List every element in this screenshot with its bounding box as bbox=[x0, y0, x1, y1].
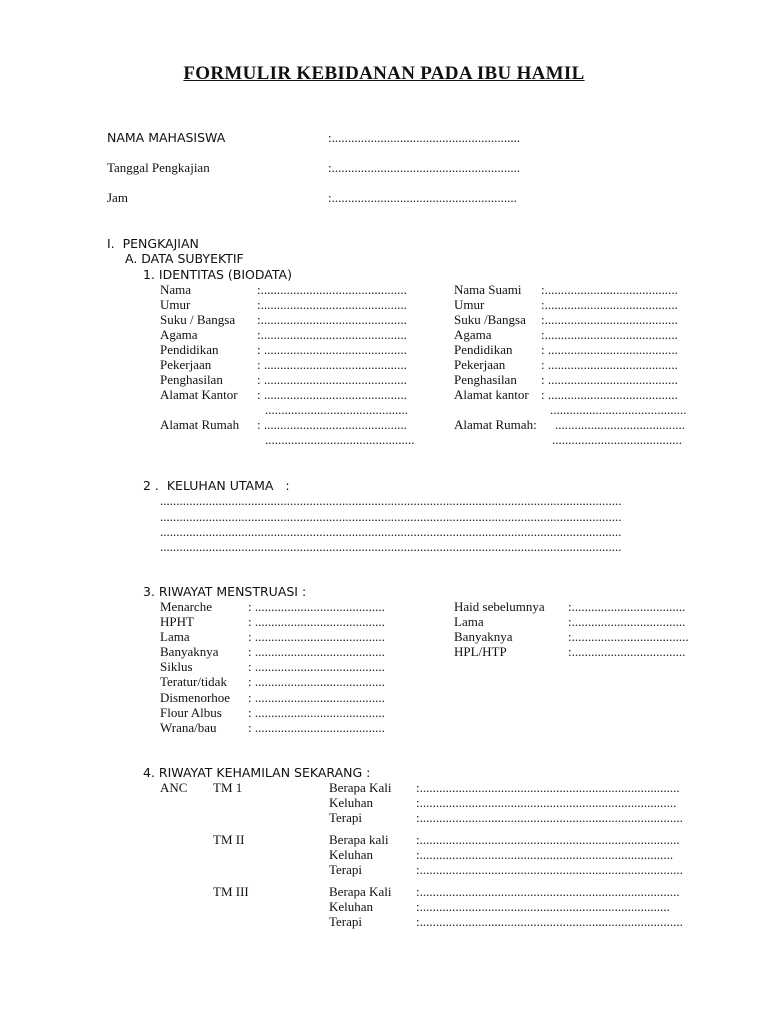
tm2-field-keluhan[interactable]: :.............................................................................. bbox=[416, 847, 674, 862]
suami-field-umur[interactable]: :......................................... bbox=[541, 297, 678, 312]
menstruasi-field-teratur[interactable]: : ........................................ bbox=[248, 674, 385, 689]
menstruasi-label-lama-sebelumnya: Lama bbox=[454, 614, 484, 629]
suami-label-agama: Agama bbox=[454, 327, 492, 342]
menstruasi-label-lama: Lama bbox=[160, 629, 190, 644]
suami-field-alamat-kantor[interactable]: : ........................................ bbox=[541, 387, 678, 402]
identitas-field-alamat-kantor-2[interactable]: ............................................ bbox=[265, 402, 408, 417]
section-data-subyektif: A. DATA SUBYEKTIF bbox=[125, 251, 244, 266]
heading-riwayat-kehamilan: 4. RIWAYAT KEHAMILAN SEKARANG : bbox=[143, 765, 371, 780]
menstruasi-field-lama[interactable]: : ........................................ bbox=[248, 629, 385, 644]
form-title: FORMULIR KEBIDANAN PADA IBU HAMIL bbox=[183, 63, 585, 84]
suami-field-alamat-kantor-2[interactable]: .......................................... bbox=[550, 402, 687, 417]
identitas-label-penghasilan: Penghasilan bbox=[160, 372, 223, 387]
identitas-label-pekerjaan: Pekerjaan bbox=[160, 357, 212, 372]
identitas-label-nama: Nama bbox=[160, 282, 192, 297]
identitas-field-agama[interactable]: :............................................. bbox=[257, 327, 407, 342]
suami-label-alamat-kantor: Alamat kantor bbox=[454, 387, 529, 402]
identitas-label-umur: Umur bbox=[160, 297, 191, 312]
header-label-jam: Jam bbox=[107, 190, 128, 205]
tm2-label-keluhan: Keluhan bbox=[329, 847, 374, 862]
identitas-field-penghasilan[interactable]: : ............................................ bbox=[257, 372, 407, 387]
tm3-field-keluhan[interactable]: :............................................................................. bbox=[416, 899, 670, 914]
suami-label-nama: Nama Suami bbox=[454, 282, 522, 297]
menstruasi-field-menarche[interactable]: : ........................................ bbox=[248, 599, 385, 614]
menstruasi-label-hpht: HPHT bbox=[160, 614, 194, 629]
menstruasi-field-flour-albus[interactable]: : ........................................ bbox=[248, 705, 385, 720]
identitas-label-alamat-kantor: Alamat Kantor bbox=[160, 387, 238, 402]
suami-field-alamat-rumah-2[interactable]: ........................................ bbox=[552, 432, 682, 447]
identitas-field-alamat-rumah-2[interactable]: .............................................. bbox=[265, 432, 415, 447]
tm2-label: TM II bbox=[213, 832, 245, 847]
suami-label-suku-bangsa: Suku /Bangsa bbox=[454, 312, 526, 327]
tm1-field-berapa-kali[interactable]: :................................................................................ bbox=[416, 780, 680, 795]
menstruasi-label-hpl-htp: HPL/HTP bbox=[454, 644, 507, 659]
keluhan-line-4[interactable]: .............................................................................................................................................. bbox=[160, 539, 622, 554]
menstruasi-field-lama-sebelumnya[interactable]: :................................... bbox=[568, 614, 686, 629]
identitas-field-nama[interactable]: :............................................. bbox=[257, 282, 407, 297]
section-pengkajian: I. PENGKAJIAN bbox=[107, 236, 199, 251]
identitas-field-pendidikan[interactable]: : ............................................ bbox=[257, 342, 407, 357]
suami-field-nama[interactable]: :......................................... bbox=[541, 282, 678, 297]
menstruasi-label-wrana: Wrana/bau bbox=[160, 720, 217, 735]
menstruasi-label-haid-sebelumnya: Haid sebelumnya bbox=[454, 599, 545, 614]
tm3-label: TM III bbox=[213, 884, 249, 899]
menstruasi-field-siklus[interactable]: : ........................................ bbox=[248, 659, 385, 674]
menstruasi-label-banyaknya: Banyaknya bbox=[160, 644, 219, 659]
identitas-label-pendidikan: Pendidikan bbox=[160, 342, 219, 357]
header-field-jam[interactable]: :......................................................... bbox=[328, 190, 517, 205]
tm3-label-berapa-kali: Berapa Kali bbox=[329, 884, 392, 899]
menstruasi-field-hpl-htp[interactable]: :................................... bbox=[568, 644, 686, 659]
tm1-label-berapa-kali: Berapa Kali bbox=[329, 780, 392, 795]
heading-riwayat-menstruasi: 3. RIWAYAT MENSTRUASI : bbox=[143, 584, 307, 599]
menstruasi-label-siklus: Siklus bbox=[160, 659, 193, 674]
identitas-field-alamat-kantor[interactable]: : ............................................ bbox=[257, 387, 407, 402]
menstruasi-field-banyaknya-sebelumnya[interactable]: :.................................... bbox=[568, 629, 689, 644]
header-field-nama-mahasiswa[interactable]: :.......................................................... bbox=[328, 130, 521, 145]
tm1-label-terapi: Terapi bbox=[329, 810, 363, 825]
suami-field-pendidikan[interactable]: : ........................................ bbox=[541, 342, 678, 357]
identitas-field-pekerjaan[interactable]: : ............................................ bbox=[257, 357, 407, 372]
menstruasi-label-menarche: Menarche bbox=[160, 599, 212, 614]
suami-field-agama[interactable]: :......................................... bbox=[541, 327, 678, 342]
header-label-tanggal: Tanggal Pengkajian bbox=[107, 160, 210, 175]
menstruasi-field-dismenorhoe[interactable]: : ........................................ bbox=[248, 690, 385, 705]
header-field-tanggal[interactable]: :.......................................................... bbox=[328, 160, 521, 175]
suami-label-pendidikan: Pendidikan bbox=[454, 342, 513, 357]
tm3-label-keluhan: Keluhan bbox=[329, 899, 374, 914]
tm3-label-terapi: Terapi bbox=[329, 914, 363, 929]
menstruasi-label-dismenorhoe: Dismenorhoe bbox=[160, 690, 231, 705]
tm2-field-terapi[interactable]: :................................................................................. bbox=[416, 862, 683, 877]
keluhan-line-3[interactable]: .............................................................................................................................................. bbox=[160, 524, 622, 539]
menstruasi-label-teratur: Teratur/tidak bbox=[160, 674, 227, 689]
suami-field-suku-bangsa[interactable]: :......................................... bbox=[541, 312, 678, 327]
menstruasi-field-wrana[interactable]: : ........................................ bbox=[248, 720, 385, 735]
suami-label-alamat-rumah: Alamat Rumah: bbox=[454, 417, 537, 432]
identitas-label-suku-bangsa: Suku / Bangsa bbox=[160, 312, 236, 327]
header-label-nama-mahasiswa: NAMA MAHASISWA bbox=[107, 130, 226, 145]
tm1-label-keluhan: Keluhan bbox=[329, 795, 374, 810]
tm3-field-berapa-kali[interactable]: :................................................................................ bbox=[416, 884, 680, 899]
identitas-field-umur[interactable]: :............................................. bbox=[257, 297, 407, 312]
heading-identitas: 1. IDENTITAS (BIODATA) bbox=[143, 267, 292, 282]
tm1-label: TM 1 bbox=[213, 780, 243, 795]
identitas-label-alamat-rumah: Alamat Rumah bbox=[160, 417, 240, 432]
identitas-label-agama: Agama bbox=[160, 327, 198, 342]
anc-label: ANC bbox=[160, 780, 188, 795]
suami-label-umur: Umur bbox=[454, 297, 485, 312]
menstruasi-field-haid-sebelumnya[interactable]: :................................... bbox=[568, 599, 686, 614]
menstruasi-field-banyaknya[interactable]: : ........................................ bbox=[248, 644, 385, 659]
menstruasi-field-hpht[interactable]: : ........................................ bbox=[248, 614, 385, 629]
identitas-field-suku-bangsa[interactable]: :............................................. bbox=[257, 312, 407, 327]
keluhan-line-2[interactable]: .............................................................................................................................................. bbox=[160, 509, 622, 524]
tm2-label-terapi: Terapi bbox=[329, 862, 363, 877]
menstruasi-label-flour-albus: Flour Albus bbox=[160, 705, 222, 720]
tm1-field-keluhan[interactable]: :............................................................................... bbox=[416, 795, 677, 810]
tm2-field-berapa-kali[interactable]: :................................................................................ bbox=[416, 832, 680, 847]
suami-field-penghasilan[interactable]: : ........................................ bbox=[541, 372, 678, 387]
menstruasi-label-banyaknya-sebelumnya: Banyaknya bbox=[454, 629, 513, 644]
tm2-label-berapa-kali: Berapa kali bbox=[329, 832, 389, 847]
tm1-field-terapi[interactable]: :................................................................................. bbox=[416, 810, 683, 825]
suami-label-penghasilan: Penghasilan bbox=[454, 372, 517, 387]
heading-keluhan-utama: 2 . KELUHAN UTAMA : bbox=[143, 478, 290, 493]
identitas-field-alamat-rumah[interactable]: : ............................................ bbox=[257, 417, 407, 432]
suami-label-pekerjaan: Pekerjaan bbox=[454, 357, 506, 372]
suami-field-pekerjaan[interactable]: : ........................................ bbox=[541, 357, 678, 372]
keluhan-line-1[interactable]: .............................................................................................................................................. bbox=[160, 493, 622, 508]
tm3-field-terapi[interactable]: :................................................................................. bbox=[416, 914, 683, 929]
suami-field-alamat-rumah[interactable]: ........................................ bbox=[555, 417, 685, 432]
